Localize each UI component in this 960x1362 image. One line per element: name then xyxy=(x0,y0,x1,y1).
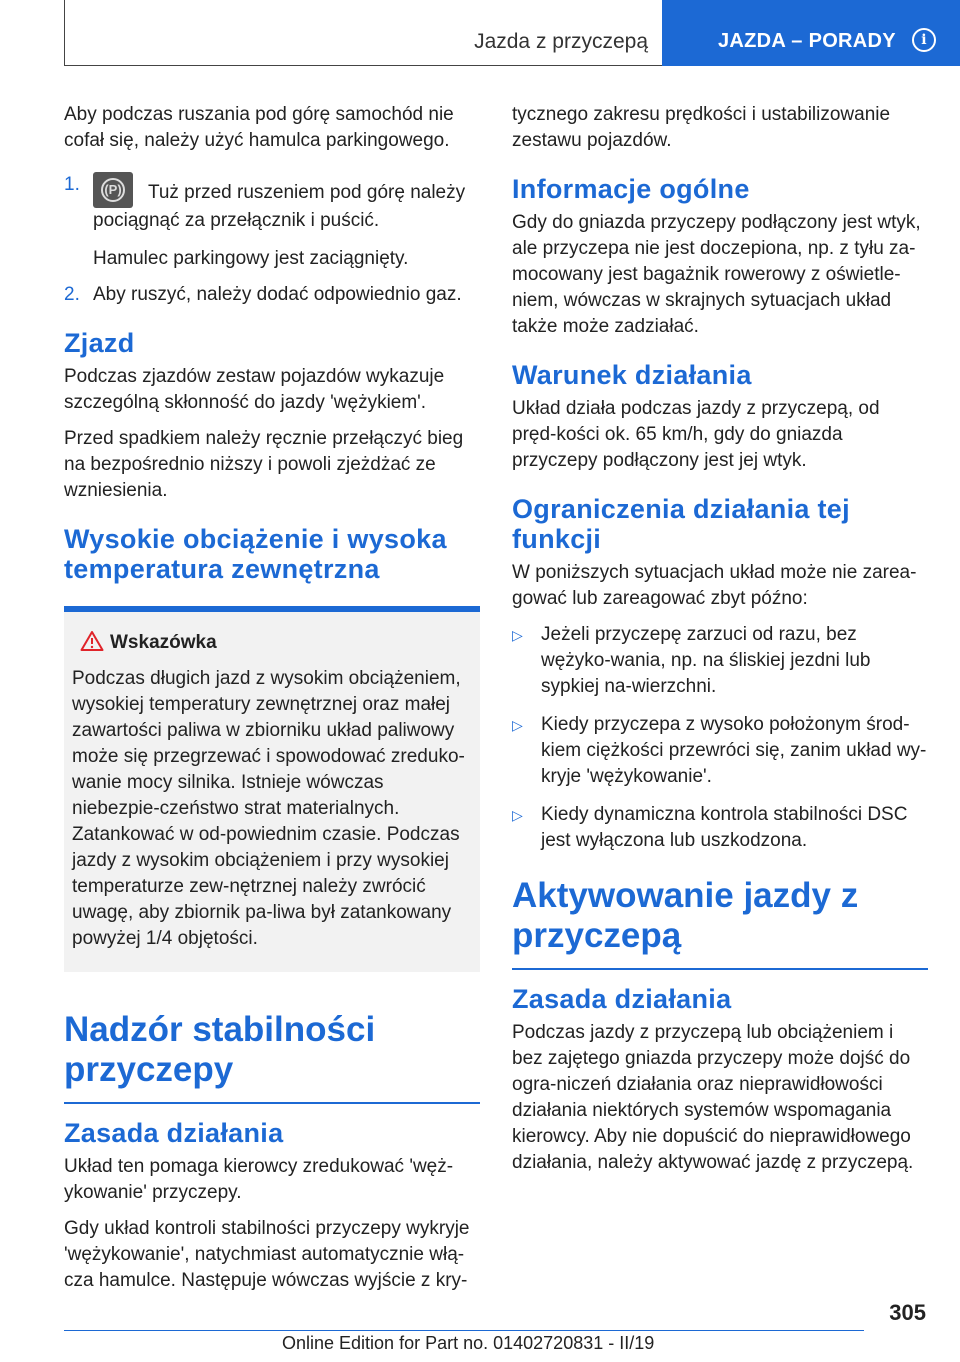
list-item xyxy=(512,712,928,790)
list-item-text: Kiedy dynamiczna kontrola stabilności DSC jest wyłączona lub uszkodzona. xyxy=(541,804,908,851)
parking-brake-icon: (P) xyxy=(93,172,133,208)
note-text: Podczas długich jazd z wysokim obciążeniem, wysokiej temperatury zewnętrznej oraz małej zawartości paliwa w zbiorniku układ paliwowy może się przegrzewać i spowodować zreduko-wanie mocy silnika. Istnieje wówczas niebezpie-czeństwo strat materialnych. Zatankować w od-powiednim czasie. Podczas jazdy z wysokim obciążeniem i przy wysokiej temperaturze zew-nętrznej należy zwrócić uwagę, aby zbiornik pa-liwa był zatankowany powyżej 1/4 objętości. xyxy=(72,668,465,949)
warning-note xyxy=(64,606,480,972)
edition-info: Online Edition for Part no. 01402720831 - II/19 xyxy=(282,1333,655,1353)
high-load-heading: Wysokie obciążenie i wysoka temperatura zewnętrzna xyxy=(64,524,447,584)
principle-paragraph-1: Układ ten pomaga kierowcy zredukować 'węż-ykowanie' przyczepy. xyxy=(64,1156,454,1203)
page-header xyxy=(64,0,960,66)
limits-heading: Ograniczenia działania tej funkcji xyxy=(512,494,850,554)
activate-heading: Aktywowanie jazdy z przyczepą xyxy=(512,876,859,955)
general-heading: Informacje ogólne xyxy=(512,174,750,204)
continued-paragraph: tycznego zakresu prędkości i ustabilizowanie zestawu pojazdów. xyxy=(512,104,891,151)
left-column xyxy=(64,102,480,1304)
limits-list xyxy=(512,622,928,854)
step-list xyxy=(64,172,480,308)
list-item xyxy=(512,802,928,854)
principle-heading: Zasada działania xyxy=(64,1118,284,1148)
step-item xyxy=(64,282,480,308)
note-title: Wskazówka xyxy=(110,632,217,653)
chapter-title: JAZDA – PORADY xyxy=(718,30,896,52)
triangle-right-icon: ▷ xyxy=(512,717,523,733)
condition-paragraph: Układ działa podczas jazdy z przyczepą, od pręd-kości ok. 65 km/h, gdy do gniazda przyczepy podłączony jest jej wtyk. xyxy=(512,398,880,471)
step-item xyxy=(64,172,480,272)
step-number: 2. xyxy=(64,284,80,305)
limits-intro: W poniższych sytuacjach układ może nie zarea-gować lub zareagować zbyt późno: xyxy=(512,562,917,609)
zjazd-paragraph-2: Przed spadkiem należy ręcznie przełączyć bieg na bezpośrednio niższy i powoli zjeżdżać ze wzniesienia. xyxy=(64,428,464,501)
list-item-text: Kiedy przyczepa z wysoko położonym środ-kiem ciężkości przewróci się, zanim układ wy-kryje 'wężykowanie'. xyxy=(541,714,927,787)
triangle-right-icon: ▷ xyxy=(512,627,523,643)
right-column xyxy=(512,102,928,1186)
step-text: Aby ruszyć, należy dodać odpowiednio gaz. xyxy=(93,284,462,305)
zjazd-heading: Zjazd xyxy=(64,328,135,358)
step-subtext: Hamulec parkingowy jest zaciągnięty. xyxy=(93,248,409,269)
zjazd-paragraph-1: Podczas zjazdów zestaw pojazdów wykazuje szczególną skłonność do jazdy 'wężykiem'. xyxy=(64,366,445,413)
intro-paragraph: Aby podczas ruszania pod górę samochód nie cofał się, należy użyć hamulca parkingowego. xyxy=(64,104,454,151)
principle-paragraph-right: Podczas jazdy z przyczepą lub obciążeniem i bez zajętego gniazda przyczepy może dojść do ogra-niczeń działania oraz nieprawidłowości działania niektórych systemów wspomagania kierowcy. Aby nie dopuścić do nieprawidłowego działania, należy aktywować jazdę z przyczepą. xyxy=(512,1022,914,1173)
step-number: 1. xyxy=(64,174,80,195)
stability-heading-block xyxy=(64,1010,480,1104)
principle-heading-right: Zasada działania xyxy=(512,984,732,1014)
condition-heading: Warunek działania xyxy=(512,360,752,390)
triangle-right-icon: ▷ xyxy=(512,807,523,823)
stability-heading: Nadzór stabilności przyczepy xyxy=(64,1010,376,1089)
warning-triangle-icon xyxy=(80,630,104,652)
step-text: Tuż przed ruszeniem pod górę należy pociągnąć za przełącznik i puścić. xyxy=(93,182,466,231)
page-number: 305 xyxy=(889,1300,926,1325)
footer-divider xyxy=(64,1330,864,1331)
activate-heading-block xyxy=(512,876,928,970)
general-paragraph: Gdy do gniazda przyczepy podłączony jest wtyk, ale przyczepa nie jest doczepiona, np. z tyłu za-mocowany jest bagażnik rowerowy z oświetle-niem, wówczas w skrajnych sytuacjach układ także może zadziałać. xyxy=(512,212,921,337)
list-item xyxy=(512,622,928,700)
chapter-tab[interactable] xyxy=(662,0,960,66)
list-item-text: Jeżeli przyczepę zarzuci od razu, bez wężyko-wania, np. na śliskiej jezdni lub sypkiej na-wierzchni. xyxy=(541,624,871,697)
info-icon[interactable]: i xyxy=(912,28,936,52)
section-title: Jazda z przyczepą xyxy=(474,30,648,53)
principle-paragraph-2: Gdy układ kontroli stabilności przyczepy wykryje 'wężykowanie', natychmiast automatycznie włą-cza hamulce. Następuje wówczas wyjście z kry- xyxy=(64,1218,470,1291)
